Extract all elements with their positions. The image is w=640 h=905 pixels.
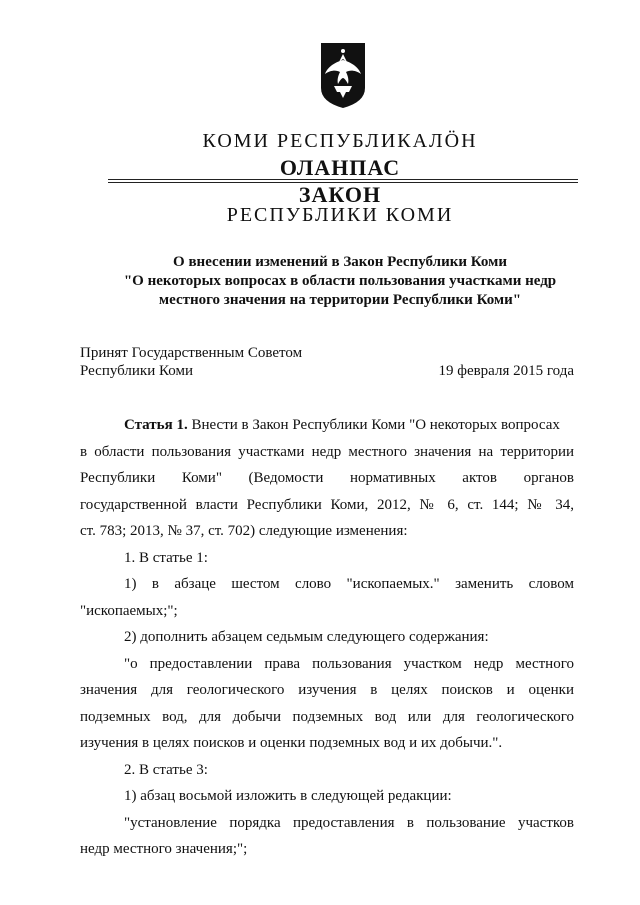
list-item: 1) абзац восьмой изложить в следующей редакции: [124, 788, 452, 804]
quote-line: подземных вод, для добычи подземных вод или для геологического [80, 708, 574, 725]
adoption-date: 19 февраля 2015 года [438, 363, 574, 379]
law-title [20, 253, 640, 310]
quote-line: недр местного значения;"; [80, 841, 248, 857]
adoption-block [80, 344, 574, 380]
header-zakon: ЗАКОН [298, 182, 382, 207]
list-item: "ископаемых;"; [80, 602, 178, 619]
list-item: 2. В статье 3: [124, 761, 208, 778]
list-item: 2) дополнить абзацем седьмым следующего содержания: [124, 629, 489, 645]
paragraph-line: Республики Коми" (Ведомости нормативных актов органов [80, 470, 574, 486]
paragraph-text: Внести в Закон Республики Коми "О некоторых вопросах [187, 417, 560, 433]
adoption-line: Республики Коми [80, 363, 193, 379]
title-line: местного значения на территории Республики Коми" [158, 292, 522, 308]
paragraph-line [80, 412, 574, 439]
header-komi-line: КОМИ РЕСПУБЛИКАЛÖН [202, 130, 478, 152]
quote-line: значения для геологического изучения в целях поисков и оценки [80, 682, 574, 698]
paragraph-line: государственной власти Республики Коми, 2012, № 6, ст. 144; № 34, [80, 496, 574, 513]
header-respubliki: РЕСПУБЛИКИ КОМИ [226, 204, 454, 226]
quote-line: "о предоставлении права пользования участком недр местного [124, 655, 574, 672]
list-item: 1. В статье 1: [124, 549, 208, 566]
title-line: О внесении изменений в Закон Республики Коми [173, 254, 507, 270]
adoption-line: Принят Государственным Советом [80, 345, 303, 361]
list-item: 1) в абзаце шестом слово "ископаемых." заменить словом [124, 576, 574, 592]
paragraph-line: ст. 783; 2013, № 37, ст. 702) следующие изменения: [80, 523, 408, 539]
article-label: Статья 1. [124, 417, 188, 433]
law-body [80, 412, 574, 863]
coat-of-arms-icon [318, 40, 368, 110]
quote-line: "установление порядка предоставления в пользование участков [124, 814, 574, 831]
paragraph-line: в области пользования участками недр местного значения на территории [80, 443, 574, 460]
title-line: "О некоторых вопросах в области пользования участками недр [123, 273, 557, 289]
header-olanpas: ОЛАНПАС [279, 155, 401, 180]
quote-line: изучения в целях поисков и оценки подземных вод и их добычи.". [80, 735, 503, 751]
header-divider [108, 179, 578, 180]
